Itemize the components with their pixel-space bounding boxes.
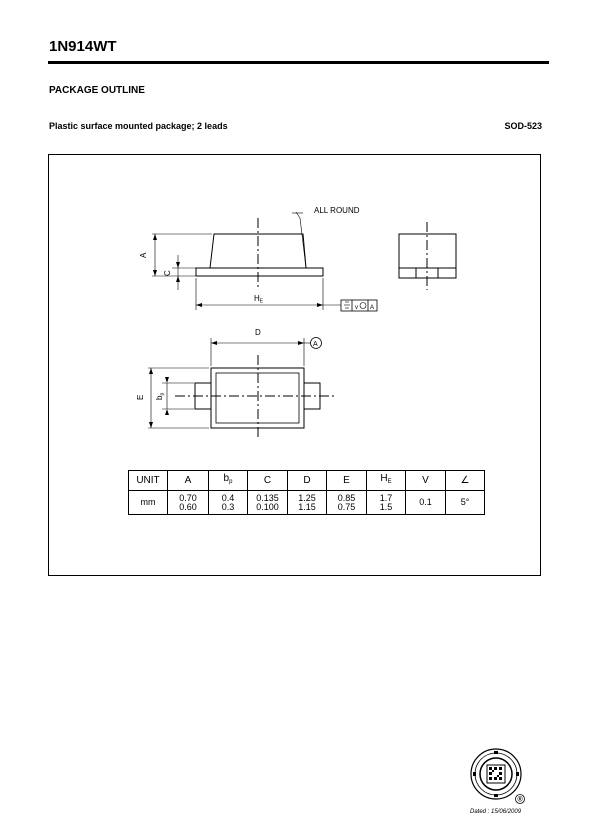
registered-mark: ®	[517, 796, 523, 804]
side-view-leads	[196, 268, 323, 276]
dimensions-table	[128, 470, 485, 515]
label-A: A	[139, 252, 148, 258]
label-E: E	[136, 394, 145, 400]
label-bp: bp	[155, 392, 166, 400]
cell-D: 1.25 1.15	[288, 491, 327, 515]
header-V: V	[406, 471, 446, 491]
section-heading: PACKAGE OUTLINE	[49, 85, 145, 96]
cell-C: 0.135 0.100	[248, 491, 288, 515]
title-rule	[48, 61, 549, 64]
cell-E: 0.85 0.75	[327, 491, 367, 515]
header-HE: $H_E$	[367, 471, 406, 491]
dated-text: Dated : 15/06/2009	[470, 809, 522, 815]
header-E: E	[327, 471, 367, 491]
cell-A: 0.70 0.60	[168, 491, 209, 515]
tolerance-datum: A	[370, 305, 375, 311]
header-angle: ∠	[446, 471, 485, 491]
cell-unit: mm	[129, 491, 168, 515]
label-datum-A: A	[313, 341, 318, 348]
label-HE: HE	[254, 294, 264, 305]
cell-V: 0.1	[406, 491, 446, 515]
package-code: SOD-523	[504, 121, 542, 131]
package-outline-drawing	[48, 154, 541, 454]
header-A: A	[168, 471, 209, 491]
package-description: Plastic surface mounted package; 2 leads	[49, 121, 228, 131]
cell-HE: 1.7 1.5	[367, 491, 406, 515]
header-unit: UNIT	[129, 471, 168, 491]
label-all-round: ALL ROUND	[314, 206, 360, 215]
tolerance-value: v	[355, 305, 358, 311]
label-D: D	[255, 328, 261, 337]
cell-angle: 5°	[446, 491, 485, 515]
cell-bp: 0.4 0.3	[209, 491, 248, 515]
company-seal-logo	[468, 746, 532, 808]
document-title: 1N914WT	[49, 38, 117, 55]
label-C: C	[163, 270, 172, 276]
header-bp: $b_p$	[209, 471, 248, 491]
header-D: D	[288, 471, 327, 491]
header-C: C	[248, 471, 288, 491]
